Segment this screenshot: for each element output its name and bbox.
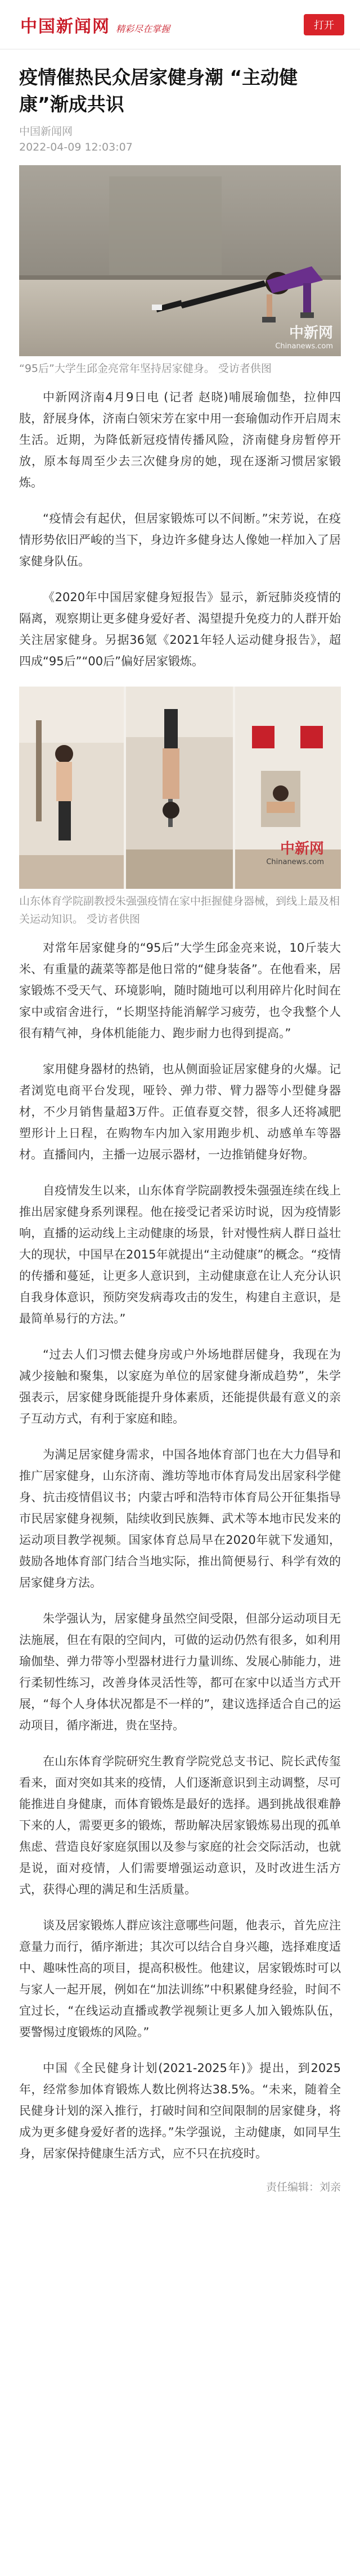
- article-body-a: [19, 387, 341, 672]
- paragraph: 《2020年中国居家健身短报告》显示，新冠肺炎疫情的隔离，观察期让更多健身爱好者、渴望提升免疫力的人群开始关注居家健身。另据36氪《2021年轻人运动健身报告》，超四成“95后”“00后”偏好居家锻炼。: [19, 590, 341, 668]
- photo-caption-2: 山东体育学院副教授朱强强疫情在家中拒握健身器械，到线上最及相关运动知识。 受访者供图: [19, 895, 340, 925]
- open-app-button[interactable]: 打开: [304, 14, 344, 35]
- paragraph: 谈及居家锻炼人群应该注意哪些问题，他表示，首先应注意量力而行，循序渐进；其次可以结合自身兴趣，选择难度适中、趣味性高的项目，提高积极性。他建议，居家锻炼时可以与家人一起开展，例如在“加法训练”中积累健身经验，时间不宜过长，“在线运动直播或教学视频让更多人加入锻炼队伍，要警惕过度锻炼的风险。”: [19, 1919, 341, 2039]
- photo-caption-1: “95后”大学生邱金亮常年坚持居家健身。 受访者供图: [19, 362, 272, 375]
- photo-watermark: 中新网 Chinanews.com: [266, 841, 324, 866]
- article-source: 中国新闻网: [19, 125, 73, 138]
- article-body-b: [19, 937, 341, 2164]
- site-logo[interactable]: [20, 12, 170, 37]
- article: [0, 64, 360, 2194]
- paragraph: 中国《全民健身计划(2021-2025年)》提出，到2025年，经常参加体育锻炼人数比例将达38.5%。“未来，随着全民健身计划的深入推行，打破时间和空间限制的居家健身，将成为更多健身爱好者的选择。”朱学强说，主动健康，如同早生身，居家保持健康生活方式，应不只在抗疫时。: [19, 2061, 341, 2160]
- paragraph: 自疫情发生以来，山东体育学院副教授朱强强连续在线上推出居家健身系列课程。他在接受记者采访时说，因为疫情影响，直播的运动线上主动健康的场景，针对慢性病人群日益壮大的现状，中国早在2015年就提出“主动健康”的概念。“疫情的传播和蔓延，让更多人意识到，主动健康意在让人充分认识自我身体意识，预防突发病毒攻击的发生，构建自主意识，是最简单易行的方法。”: [19, 1184, 341, 1325]
- article-timestamp: 2022-04-09 12:03:07: [19, 141, 133, 153]
- editor-credit: 责任编辑：刘亲: [266, 2181, 341, 2193]
- paragraph: 在山东体育学院研究生教育学院党总支书记、院长武传玺看来，面对突如其来的疫情，人们逐渐意识到主动调整，尽可能推进自身健康，而体育锻炼是最好的选择。遇到挑战很难静下来的人，需要更多的锻炼，帮助解决居家锻炼易出现的孤单焦虑、营造良好家庭氛围以及参与家庭的社会交际活动，也就是说，面对疫情，人们需要增强运动意识，及时改进生活方式，获得心理的满足和生活质量。: [19, 1755, 341, 1896]
- article-title: 疫情催热民众居家健身潮 “主动健康”渐成共识: [19, 66, 298, 115]
- article-photo-2: [19, 687, 341, 889]
- paragraph: “过去人们习惯去健身房或户外场地群居健身，我现在为减少接触和聚集，以家庭为单位的居家健身渐成趋势”，朱学强表示，居家健身既能提升身体素质，还能提供最有意义的亲子互动方式，有利于家庭和睦。: [19, 1348, 341, 1425]
- top-bar: [0, 0, 360, 49]
- brand-name: 中国新闻网: [20, 16, 110, 37]
- paragraph: 家用健身器材的热销，也从侧面验证居家健身的火爆。记者浏览电商平台发现，哑铃、弹力带、臂力器等小型健身器材，不少月销售量超3万件。正值春夏交替，很多人还将减肥塑形计上日程，在购物车内加入家用跑步机、动感单车等器材。直播间内，主播一边展示器材，一边推销健身好物。: [19, 1062, 341, 1161]
- paragraph: “疫情会有起伏，但居家锻炼可以不间断。”宋芳说，在疫情形势依旧严峻的当下，身边许多健身达人像她一样加入了居家健身队伍。: [19, 512, 341, 568]
- paragraph: 对常年居家健身的“95后”大学生邱金亮来说，10斤装大米、有重量的蔬菜等都是他日常的“健身装备”。在他看来，居家锻炼不受天气、环境影响，随时随地可以利用碎片化时间在家中或宿舍进行，“长期坚持能消解学习疲劳，也令我整个人很有精气神，身体机能能力、跑步耐力也得到提高。”: [19, 941, 341, 1040]
- brand-tagline: 精彩尽在掌握: [116, 23, 170, 34]
- paragraph: 中新网济南4月9日电 (记者 赵晓)哺展瑜伽垫，拉伸四肢，舒展身体，济南白领宋芳在家中用一套瑜伽动作开启周末生活。近期，为降低新冠疫情传播风险，济南健身房暂停开放，原本每周至少去三次健身房的她，现在逐渐习惯居家锻炼。: [19, 390, 341, 489]
- photo-watermark: 中新网 Chinanews.com: [275, 325, 333, 351]
- paragraph: 朱学强认为，居家健身虽然空间受限，但部分运动项目无法施展，但在有限的空间内，可做的运动仍然有很多，如利用瑜伽垫、弹力带等小型器材进行力量训练、发展心肺能力，进行柔韧性练习，改善身体灵活性等，都可在家中以适当方式开展，“每个人身体状况都是不一样的”，建议选择适合自己的运动项目，循序渐进，贵在坚持。: [19, 1612, 341, 1732]
- paragraph: 为满足居家健身需求，中国各地体育部门也在大力倡导和推广居家健身，山东济南、潍坊等地市体育局发出居家科学健身、抗击疫情倡议书；内蒙古呼和浩特市体育局公开征集指导市民居家健身视频，陆续收到民族舞、武术等本地市民发来的运动项目教学视频。国家体育总局早在2020年就下发通知，鼓励各地体育部门结合当地实际，推出简便易行、科学有效的居家健身方法。: [19, 1448, 341, 1589]
- article-photo-1: [19, 165, 341, 356]
